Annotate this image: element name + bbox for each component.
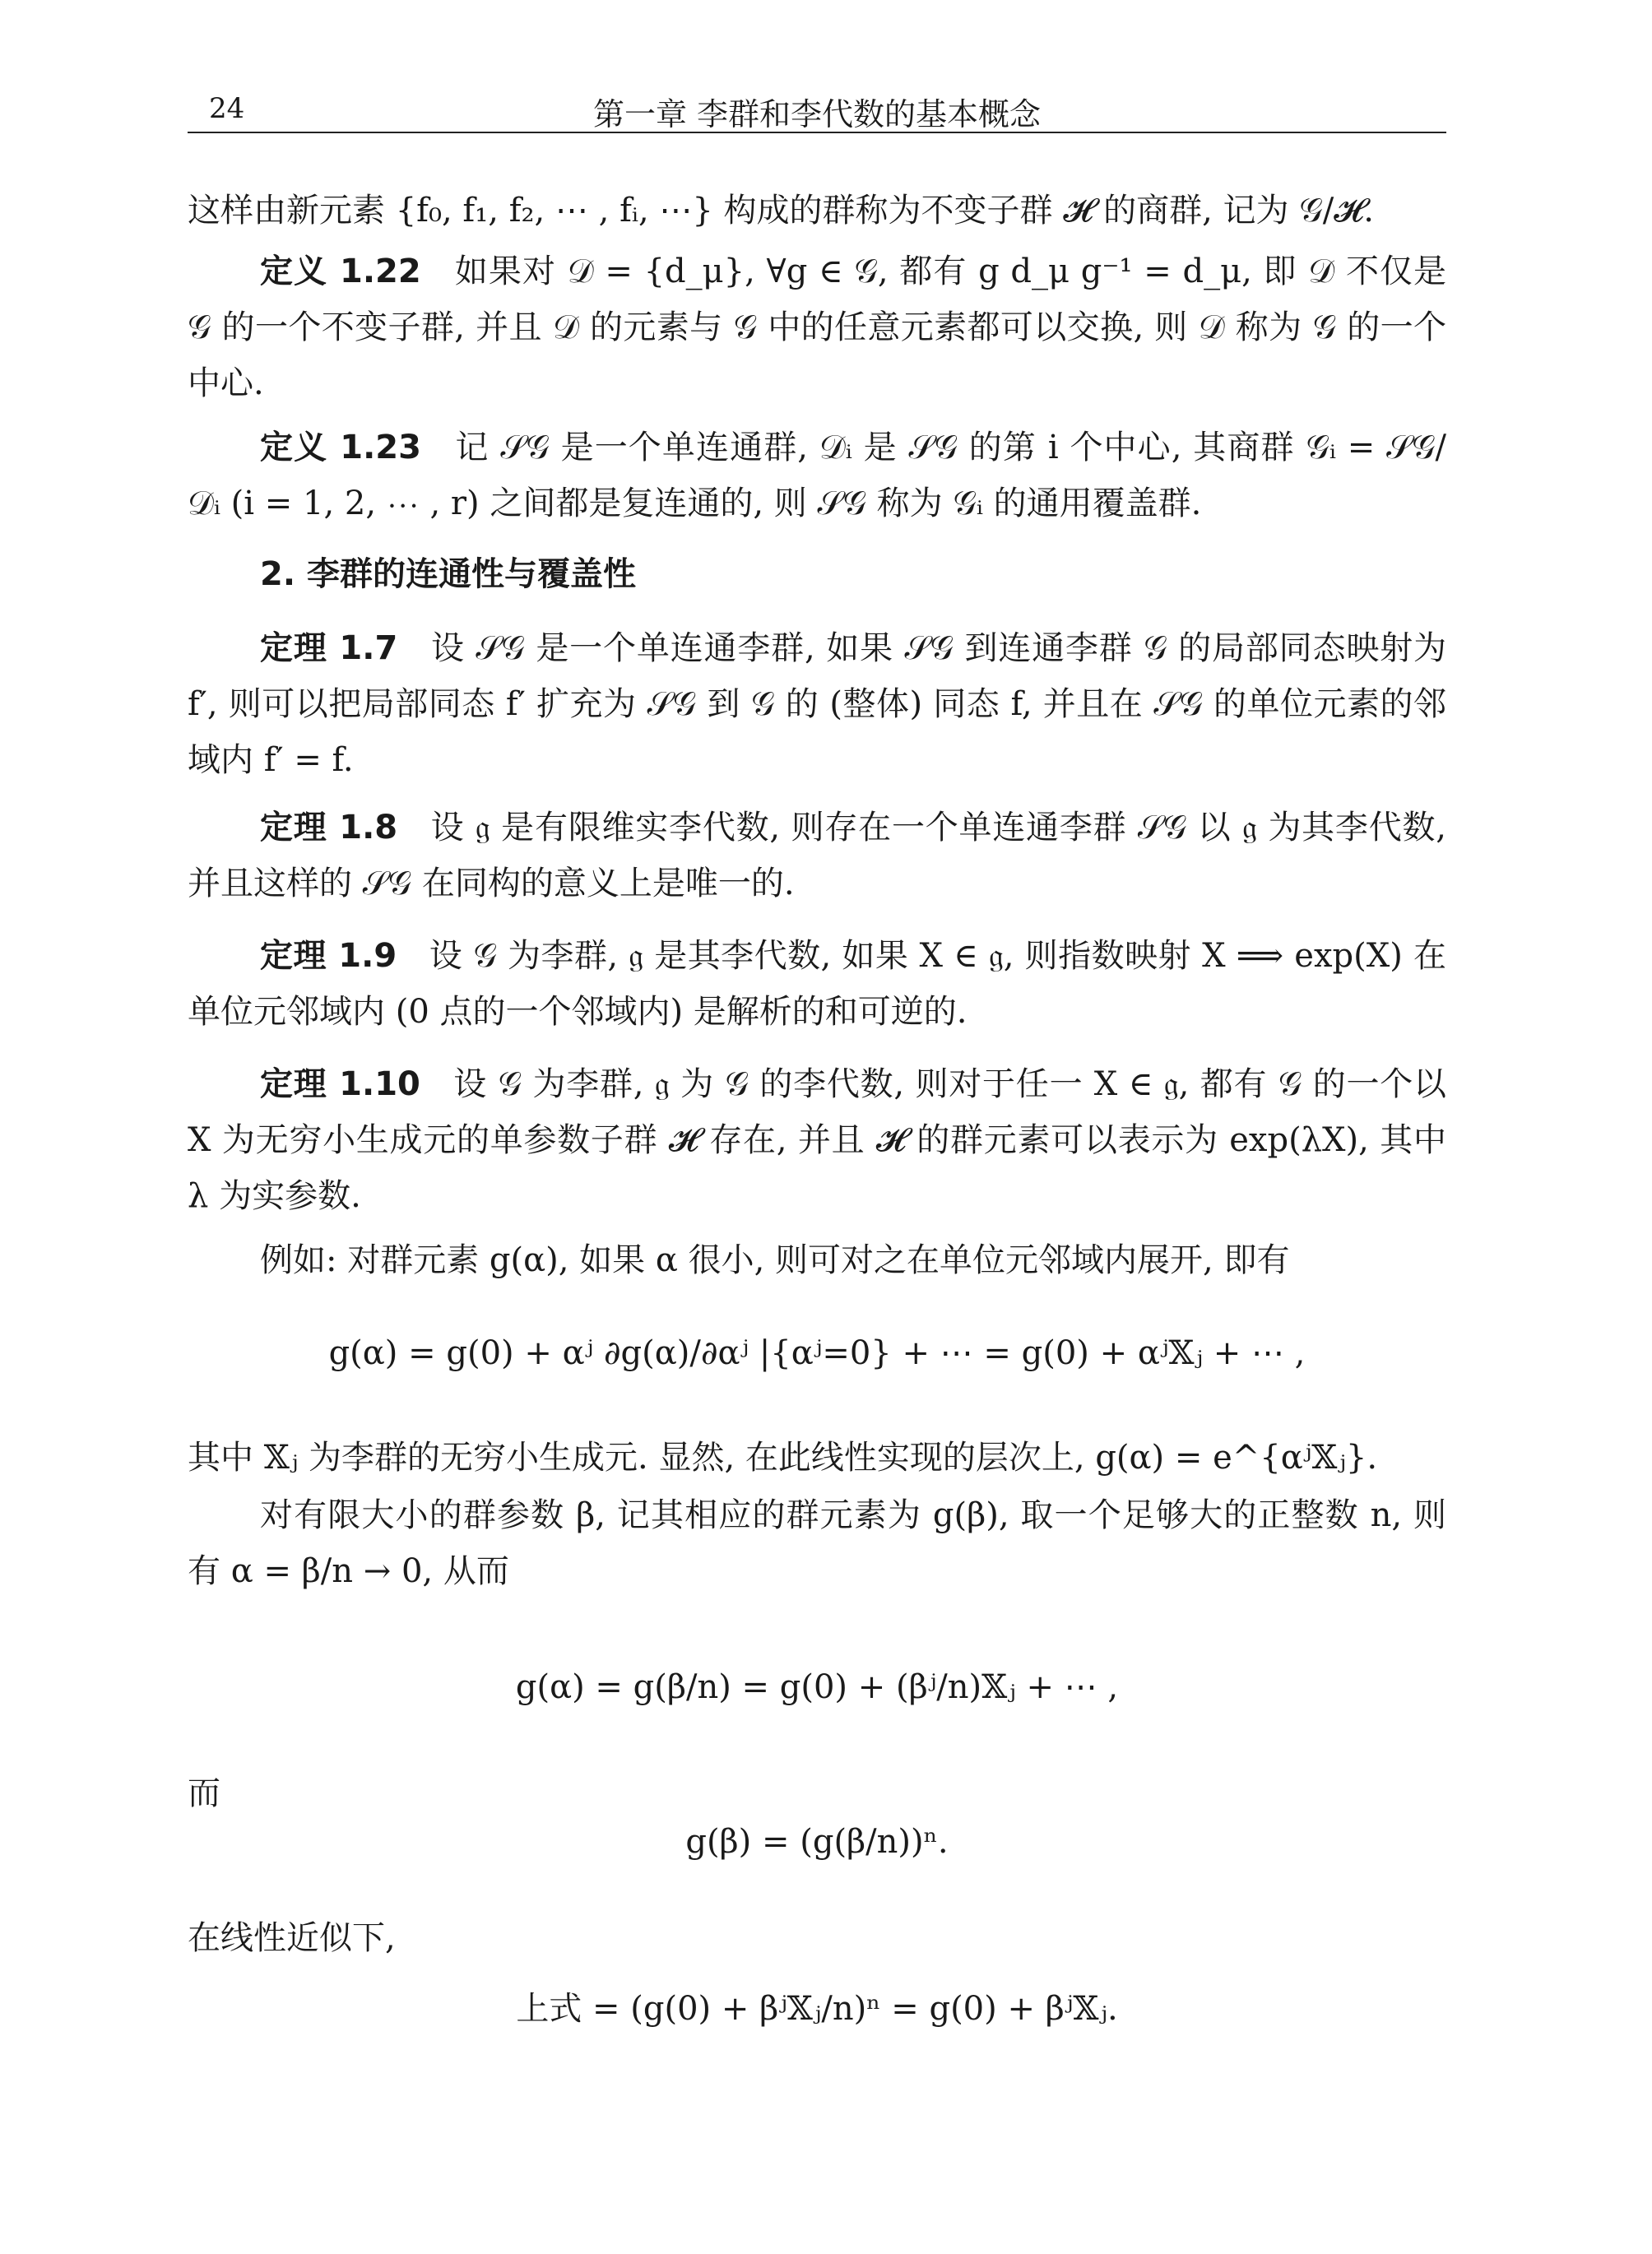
definition-text: 记 𝒮𝒢 是一个单连通群, 𝒟ᵢ 是 𝒮𝒢 的第 i 个中心, 其商群 𝒢ᵢ = 𝒮𝒢/𝒟ᵢ (i = 1, 2, ⋯ , r) 之间都是复连通的, 则 𝒮𝒢 称为 𝒢ᵢ 的通用覆盖群. — [188, 429, 1447, 522]
page-number: 24 — [209, 92, 245, 125]
theorem-text: 设 𝒮𝒢 是一个单连通李群, 如果 𝒮𝒢 到连通李群 𝒢 的局部同态映射为 f′, 则可以把局部同态 f′ 扩充为 𝒮𝒢 到 𝒢 的 (整体) 同态 f, 并且在 𝒮𝒢 的单位元素的邻域内 f′ = f. — [188, 629, 1447, 779]
theorem-text: 设 𝒢 为李群, 𝔤 为 𝒢 的李代数, 则对于任一 X ∈ 𝔤, 都有 𝒢 的一个以 X 为无穷小生成元的单参数子群 𝓗 存在, 并且 𝓗 的群元素可以表示为 exp(λX), 其中 λ 为实参数. — [188, 1065, 1446, 1215]
theorem-text: 设 𝒢 为李群, 𝔤 是其李代数, 如果 X ∈ 𝔤, 则指数映射 X ⟹ exp(X) 在单位元邻域内 (0 点的一个邻域内) 是解析的和可逆的. — [188, 937, 1446, 1031]
theorem-label: 定理 1.9 — [260, 937, 397, 975]
equation-g-beta: g(β) = (g(β/n))ⁿ. — [685, 1823, 949, 1861]
paragraph-quotient-group: 这样由新元素 {f₀, f₁, f₂, ⋯ , fᵢ, ⋯} 构成的群称为不变子群 𝓗 的商群, 记为 𝒢/𝓗. — [188, 192, 1374, 230]
equation-linear-approx: 上式 = (g(0) + βʲ𝕏ⱼ/n)ⁿ = g(0) + βʲ𝕏ⱼ. — [516, 1990, 1118, 2028]
running-header — [188, 89, 1446, 132]
theorem-label: 定理 1.8 — [260, 809, 398, 846]
theorem-label: 定理 1.7 — [260, 629, 398, 667]
definition-label: 定义 1.22 — [260, 253, 421, 290]
theorem-text: 设 𝔤 是有限维实李代数, 则存在一个单连通李群 𝒮𝒢 以 𝔤 为其李代数, 并且这样的 𝒮𝒢 在同构的意义上是唯一的. — [188, 809, 1446, 902]
paragraph-er: 而 — [188, 1774, 220, 1812]
paragraph-generator: 其中 𝕏ⱼ 为李群的无穷小生成元. 显然, 在此线性实现的层次上, g(α) = e^{αʲ𝕏ⱼ}. — [188, 1439, 1378, 1477]
paragraph-example: 例如: 对群元素 g(α), 如果 α 很小, 则可对之在单位元邻域内展开, 即有 — [260, 1241, 1290, 1279]
definition-text: 如果对 𝒟 = {d_μ}, ∀g ∈ 𝒢, 都有 g d_μ g⁻¹ = d_μ, 即 𝒟 不仅是 𝒢 的一个不变子群, 并且 𝒟 的元素与 𝒢 中的任意元素都可以交换, 则 𝒟 称为 𝒢 的一个中心. — [188, 253, 1447, 402]
theorem-1-8 — [188, 800, 1446, 911]
header-rule — [188, 132, 1446, 133]
paragraph-linear: 在线性近似下, — [188, 1919, 396, 1957]
definition-1-22 — [188, 243, 1446, 411]
paragraph-finite-parameter: 对有限大小的群参数 β, 记其相应的群元素为 g(β), 取一个足够大的正整数 n, 则有 α = β/n → 0, 从而 — [188, 1496, 1446, 1590]
definition-1-23 — [188, 420, 1446, 531]
equation-g-alpha: g(α) = g(β/n) = g(0) + (βʲ/n)𝕏ⱼ + ⋯ , — [515, 1668, 1119, 1706]
theorem-1-7 — [188, 620, 1446, 788]
theorem-1-10 — [188, 1056, 1446, 1224]
theorem-label: 定理 1.10 — [260, 1065, 420, 1103]
definition-label: 定义 1.23 — [260, 429, 421, 466]
section-heading: 2. 李群的连通性与覆盖性 — [260, 555, 636, 593]
chapter-title: 第一章 李群和李代数的基本概念 — [592, 96, 1042, 132]
theorem-1-9 — [188, 928, 1446, 1040]
equation-expansion: g(α) = g(0) + αʲ ∂g(α)/∂αʲ |{αʲ=0} + ⋯ = g(0) + αʲ𝕏ⱼ + ⋯ , — [328, 1334, 1306, 1372]
